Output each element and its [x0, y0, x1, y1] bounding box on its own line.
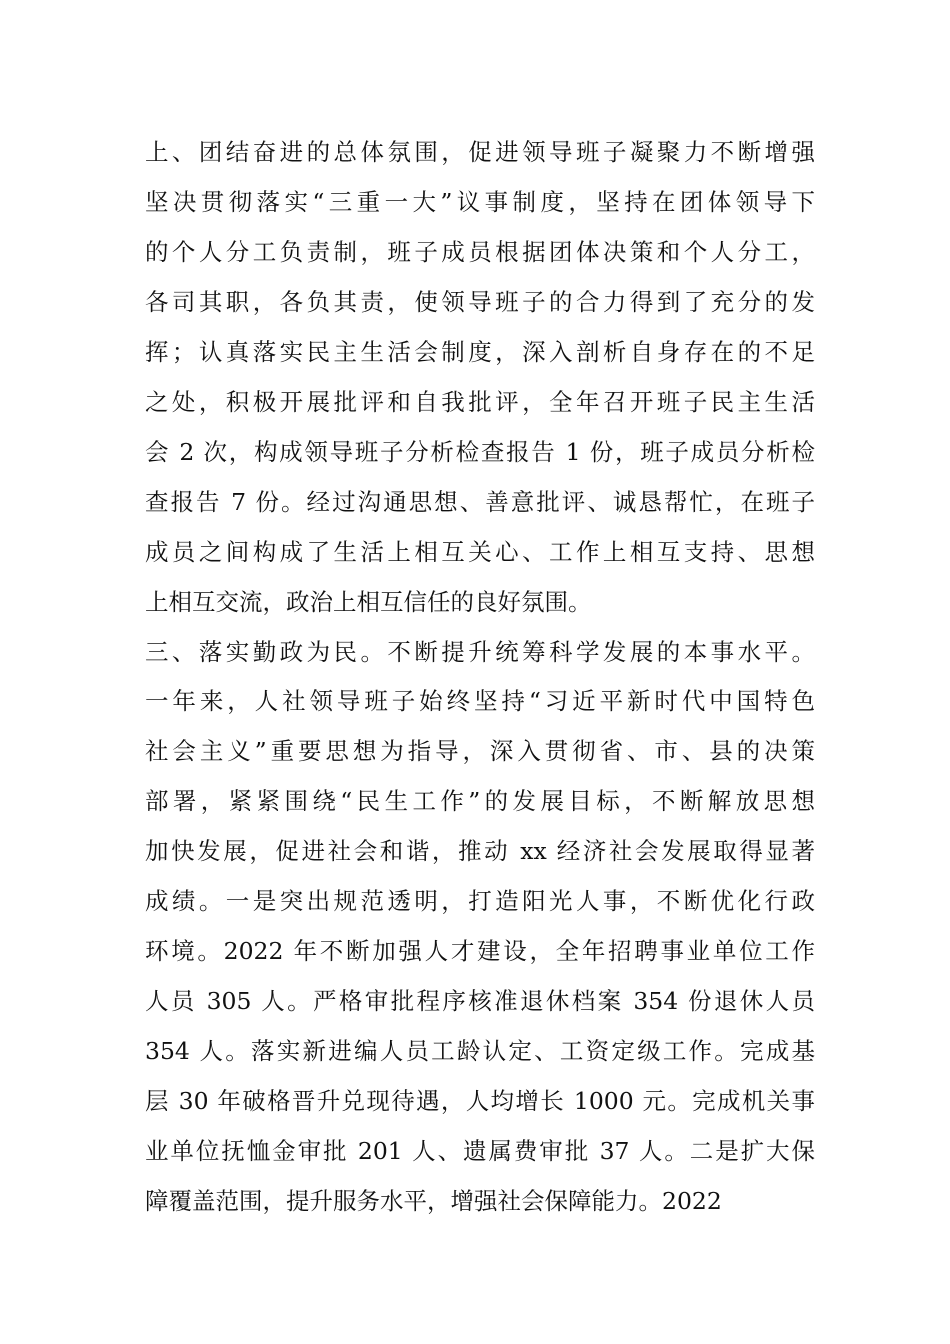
section-heading: 三、落实勤政为民。不断提升统筹科学发展的本事水平。 [145, 638, 815, 666]
text-line: 一年来，人社领导班子始终坚持“习近平新时代中国特色 [145, 687, 815, 715]
text-line: 上相互交流，政治上相互信任的良好氛围。 [145, 588, 592, 616]
text-line: 部署，紧紧围绕“民生工作”的发展目标，不断解放思想 [145, 787, 815, 815]
text-line: 查报告 7 份。经过沟通思想、善意批评、诚恳帮忙，在班子 [145, 488, 815, 516]
text-line: 环境。2022 年不断加强人才建设，全年招聘事业单位工作 [145, 937, 815, 965]
text-line: 会 2 次，构成领导班子分析检查报告 1 份，班子成员分析检 [145, 438, 815, 466]
text-line: 的个人分工负责制，班子成员根据团体决策和个人分工， [145, 238, 815, 266]
text-line: 业单位抚恤金审批 201 人、遗属费审批 37 人。二是扩大保 [145, 1137, 815, 1165]
text-line: 成绩。一是突出规范透明，打造阳光人事，不断优化行政 [145, 887, 815, 915]
text-line: 人员 305 人。严格审批程序核准退休档案 354 份退休人员 [145, 987, 815, 1015]
text-line: 之处，积极开展批评和自我批评，全年召开班子民主生活 [145, 388, 815, 416]
text-line: 挥；认真落实民主生活会制度，深入剖析自身存在的不足 [145, 338, 815, 366]
text-line: 层 30 年破格晋升兑现待遇，人均增长 1000 元。完成机关事 [145, 1087, 815, 1115]
text-line: 成员之间构成了生活上相互关心、工作上相互支持、思想 [145, 538, 815, 566]
text-line: 加快发展，促进社会和谐，推动 xx 经济社会发展取得显著 [145, 837, 815, 865]
text-line: 354 人。落实新进编人员工龄认定、工资定级工作。完成基 [145, 1037, 815, 1065]
text-line: 上、团结奋进的总体氛围，促进领导班子凝聚力不断增强 [145, 138, 815, 166]
text-line: 各司其职，各负其责，使领导班子的合力得到了充分的发 [145, 288, 815, 316]
text-line: 坚决贯彻落实“三重一大”议事制度，坚持在团体领导下 [145, 188, 815, 216]
text-line: 社会主义”重要思想为指导，深入贯彻省、市、县的决策 [145, 737, 815, 765]
text-line: 障覆盖范围，提升服务水平，增强社会保障能力。2022 [145, 1187, 722, 1215]
